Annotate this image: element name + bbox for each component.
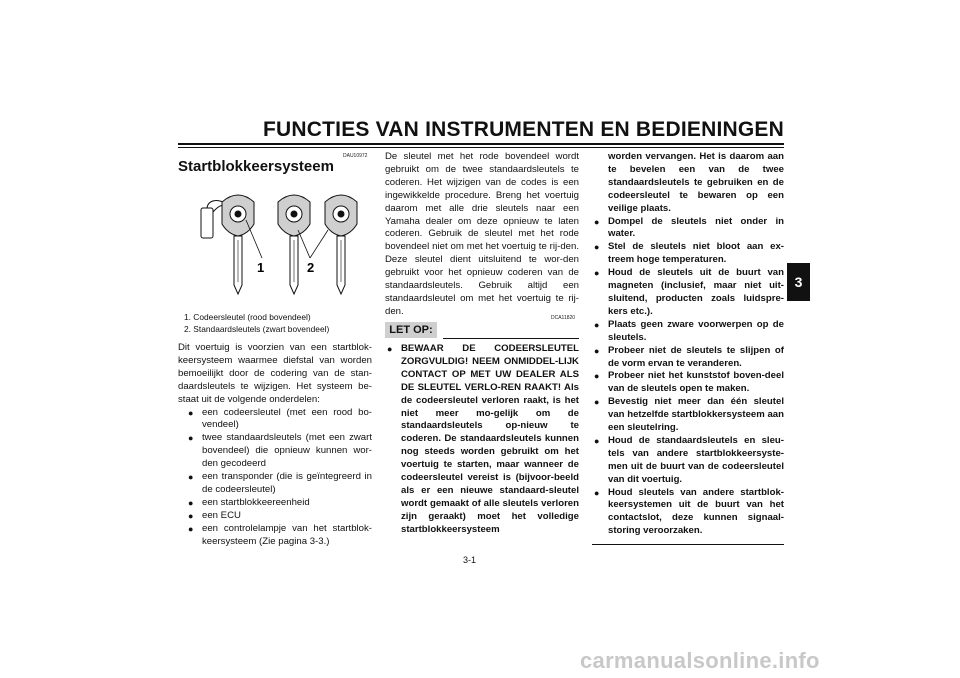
caution-item: ● Probeer niet de sleutels te slijpen of de vorm ervan te veranderen. bbox=[592, 345, 784, 371]
caution-continuation: worden vervangen. Het is daarom aan te bevelen een van de twee standaardsleutels te gebruiken en de codeersleutel te bewaren op een veilige plaats. bbox=[608, 151, 784, 214]
header-rule bbox=[178, 143, 784, 145]
caption-line: 2. Standaardsleutels (zwart bovendeel) bbox=[184, 324, 330, 334]
caution-item: ● Bevestig niet meer dan één sleutel van hetzelfde startblokkersysteem aan een sleutelring. bbox=[592, 396, 784, 435]
caution-list bbox=[592, 216, 784, 539]
code-key-icon bbox=[222, 195, 254, 294]
caution-item: ● Plaats geen zware voorwerpen op de sleutels. bbox=[592, 319, 784, 345]
caution-code: DCA11820 bbox=[551, 315, 576, 321]
callout-2: 2 bbox=[307, 260, 315, 275]
standard-key-icon bbox=[325, 195, 357, 294]
list-item: ● een ECU bbox=[178, 510, 372, 523]
section-code: DAU10972 bbox=[343, 153, 368, 159]
caution-first-block bbox=[385, 343, 579, 537]
keys-figure bbox=[198, 190, 373, 310]
keys-illustration bbox=[198, 190, 373, 310]
chapter-tab: 3 bbox=[787, 263, 810, 301]
header-rule-thin bbox=[178, 147, 784, 148]
column-2-paragraph: De sleutel met het rode bovendeel wordt gebruikt om de twee standaardsleutels te coderen. Het wijzigen van de codes is een ingewikkelde procedure. Breng het voertuig daarom met alle drie sleutels naar een Yamaha dealer om deze opnieuw te laten coderen. Gebruik de sleutel met het rode bovendeel niet om met het voertuig te rij-den. Deze sleutel dient uitsluitend te wor-den gebruikt voor het opnieuw coderen van de standaardsleutels. Gebruik altijd een standaardsleutel om met het voertuig te rij-den. bbox=[385, 151, 579, 317]
standard-key-icon bbox=[278, 195, 310, 294]
list-item: ● een transponder (die is geïntegreerd in de codeersleutel) bbox=[178, 471, 372, 497]
caption-line: 1. Codeersleutel (rood bovendeel) bbox=[184, 312, 311, 322]
caution-item: ● Dompel de sleutels niet onder in water. bbox=[592, 216, 784, 242]
caution-list bbox=[385, 343, 579, 537]
caution-item: ● Houd sleutels van andere startblok-keersystemen uit de buurt van het contactslot, deze kunnen signaal-storing veroorzaken. bbox=[592, 487, 784, 539]
page-header-title: FUNCTIES VAN INSTRUMENTEN EN BEDIENINGEN bbox=[263, 118, 784, 141]
caution-item: ● Houd de standaardsleutels en sleu-tels van andere startblokkeersyste-men uit de buurt van de codeersleutel van dit voertuig. bbox=[592, 435, 784, 487]
caution-item: ● Probeer niet het kunststof boven-deel van de sleutels open te maken. bbox=[592, 370, 784, 396]
watermark: carmanualsonline.info bbox=[580, 648, 820, 673]
caution-item: ● Stel de sleutels niet bloot aan ex-treem hoge temperaturen. bbox=[592, 241, 784, 267]
list-item: ● een codeersleutel (met een rood bo-vendeel) bbox=[178, 407, 372, 433]
list-item: ● een startblokkeereenheid bbox=[178, 497, 372, 510]
page-number: 3-1 bbox=[463, 555, 477, 565]
column-3 bbox=[592, 151, 784, 545]
figure-caption bbox=[184, 311, 329, 335]
caution-item: ● Houd de sleutels uit de buurt van magneten (inclusief, maar niet uit-sluitend, producten zoals luidspre-kers etc.). bbox=[592, 267, 784, 319]
column-1 bbox=[178, 342, 372, 549]
list-item: ● twee standaardsleutels (met een zwart bovendeel) die opnieuw kunnen wor-den gecodeerd bbox=[178, 432, 372, 471]
caution-rule bbox=[443, 338, 579, 339]
callout-1: 1 bbox=[257, 260, 265, 275]
caution-label: LET OP: bbox=[385, 322, 437, 338]
caution-item: ● BEWAAR DE CODEERSLEUTEL ZORGVULDIG! NEEM ONMIDDEL-LIJK CONTACT OP MET UW DEALER ALS DE SLEUTEL VERLO-REN RAAKT! Als de codeersleutel verloren raakt, is het niet meer mo-gelijk om de standaardsleutels op-nieuw te coderen. De standaardsleutels kunnen nog steeds worden gebruikt om het voertuig te starten, maar wanneer de codeersleutel vereist is (bijvoor-beeld als er een nieuwe standaard-sleutel wordt gemaakt of alle sleutels verloren zijn geraakt) moet het volledige startblokkeersysteem bbox=[385, 343, 579, 537]
section-title: Startblokkeersysteem bbox=[178, 158, 334, 175]
intro-paragraph: Dit voertuig is voorzien van een startblok-keersysteem waarmee diefstal van worden bemoeilijkt door de codering van de stan-daardsleutels te wijzigen. Het systeem be-staat uit de volgende onderdelen: bbox=[178, 342, 372, 405]
component-list bbox=[178, 407, 372, 549]
caution-heading bbox=[385, 322, 579, 340]
caution-end-rule bbox=[592, 544, 784, 545]
list-item: ● een controlelampje van het startblok-keersysteem (Zie pagina 3-3.) bbox=[178, 523, 372, 549]
